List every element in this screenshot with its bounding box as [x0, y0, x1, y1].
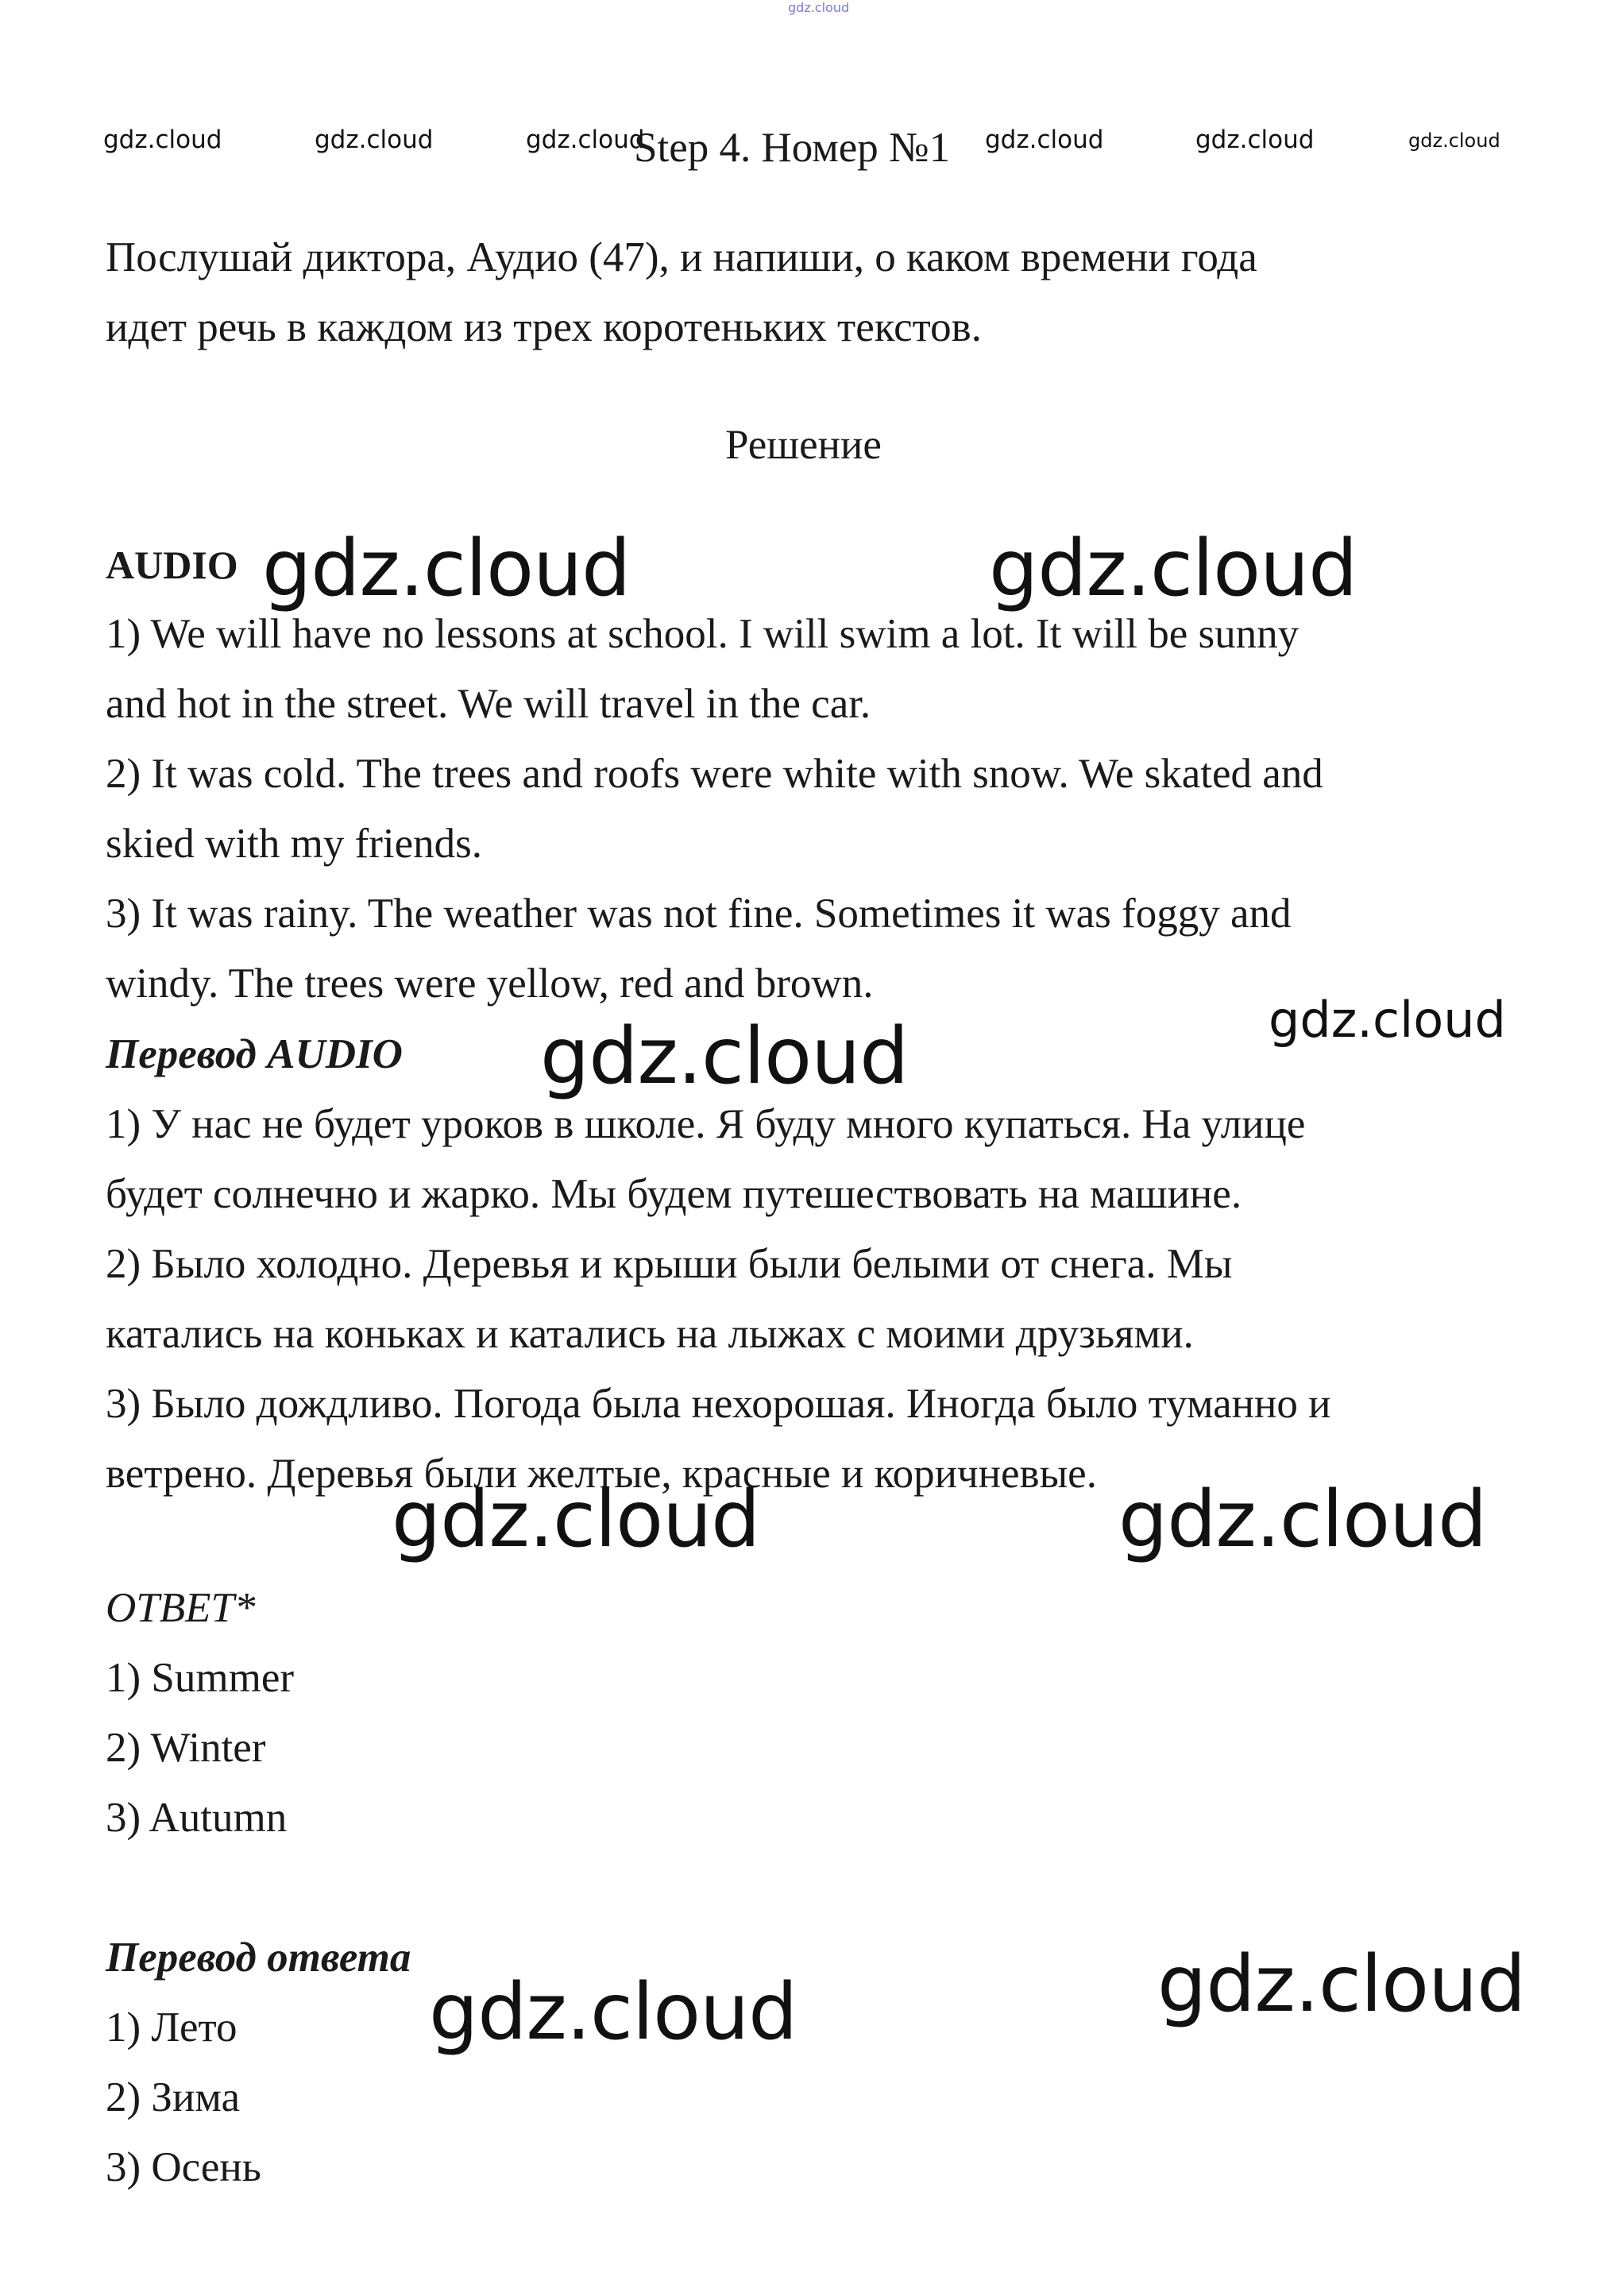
watermark-top-2: gdz.cloud	[315, 126, 434, 154]
watermark-top-3: gdz.cloud	[526, 126, 645, 154]
audio-line-2: and hot in the street. We will travel in the car.	[106, 681, 871, 727]
watermark-audio-2: gdz.cloud	[989, 524, 1357, 614]
answer-item-2: 2) Winter	[106, 1725, 266, 1771]
translation-line-3: 2) Было холодно. Деревья и крыши были белыми от снега. Мы	[106, 1241, 1233, 1287]
watermark-translation: gdz.cloud	[540, 1011, 909, 1102]
audio-line-6: windy. The trees were yellow, red and brown.	[106, 961, 874, 1007]
answer-heading: ОТВЕТ*	[106, 1585, 256, 1631]
watermark-audio-1: gdz.cloud	[262, 524, 631, 614]
watermark-bottom-right: gdz.cloud	[1157, 1939, 1526, 2030]
watermark-tiny: gdz.cloud	[788, 0, 850, 15]
answer-translation-item-1: 1) Лето	[106, 2004, 238, 2051]
watermark-mid-right: gdz.cloud	[1269, 991, 1506, 1049]
audio-line-4: skied with my friends.	[106, 821, 482, 867]
watermark-top-1: gdz.cloud	[103, 126, 222, 154]
page-title: Step 4. Номер №1	[634, 125, 951, 171]
watermark-bottom-left: gdz.cloud	[429, 1967, 797, 2058]
audio-heading: AUDIO	[106, 543, 238, 587]
audio-line-3: 2) It was cold. The trees and roofs were white with snow. We skated and	[106, 751, 1323, 797]
translation-heading: Перевод AUDIO	[106, 1031, 403, 1077]
answer-translation-item-2: 2) Зима	[106, 2074, 241, 2120]
answer-translation-item-3: 3) Осень	[106, 2144, 261, 2190]
answer-item-3: 3) Autumn	[106, 1795, 288, 1841]
task-line-2: идет речь в каждом из трех коротеньких текстов.	[106, 304, 982, 350]
watermark-lower-2: gdz.cloud	[1118, 1475, 1487, 1565]
watermark-top-5: gdz.cloud	[1195, 126, 1315, 154]
translation-line-2: будет солнечно и жарко. Мы будем путешествовать на машине.	[106, 1171, 1242, 1217]
translation-line-5: 3) Было дождливо. Погода была нехорошая. Иногда было туманно и	[106, 1381, 1331, 1427]
task-line-1: Послушай диктора, Аудио (47), и напиши, о каком времени года	[106, 234, 1257, 280]
watermark-lower-1: gdz.cloud	[392, 1475, 760, 1565]
watermark-top-4: gdz.cloud	[985, 126, 1104, 154]
watermark-top-6: gdz.cloud	[1408, 129, 1500, 152]
answer-translation-heading: Перевод ответа	[106, 1935, 411, 1981]
translation-line-4: катались на коньках и катались на лыжах с моими друзьями.	[106, 1311, 1194, 1357]
answer-item-1: 1) Summer	[106, 1655, 294, 1701]
solution-heading: Решение	[725, 422, 882, 468]
translation-line-6: ветрено. Деревья были желтые, красные и коричневые.	[106, 1451, 1097, 1497]
audio-line-5: 3) It was rainy. The weather was not fine. Sometimes it was foggy and	[106, 891, 1292, 937]
audio-line-1: 1) We will have no lessons at school. I will swim a lot. It will be sunny	[106, 611, 1300, 657]
translation-line-1: 1) У нас не будет уроков в школе. Я буду много купаться. На улице	[106, 1101, 1306, 1147]
